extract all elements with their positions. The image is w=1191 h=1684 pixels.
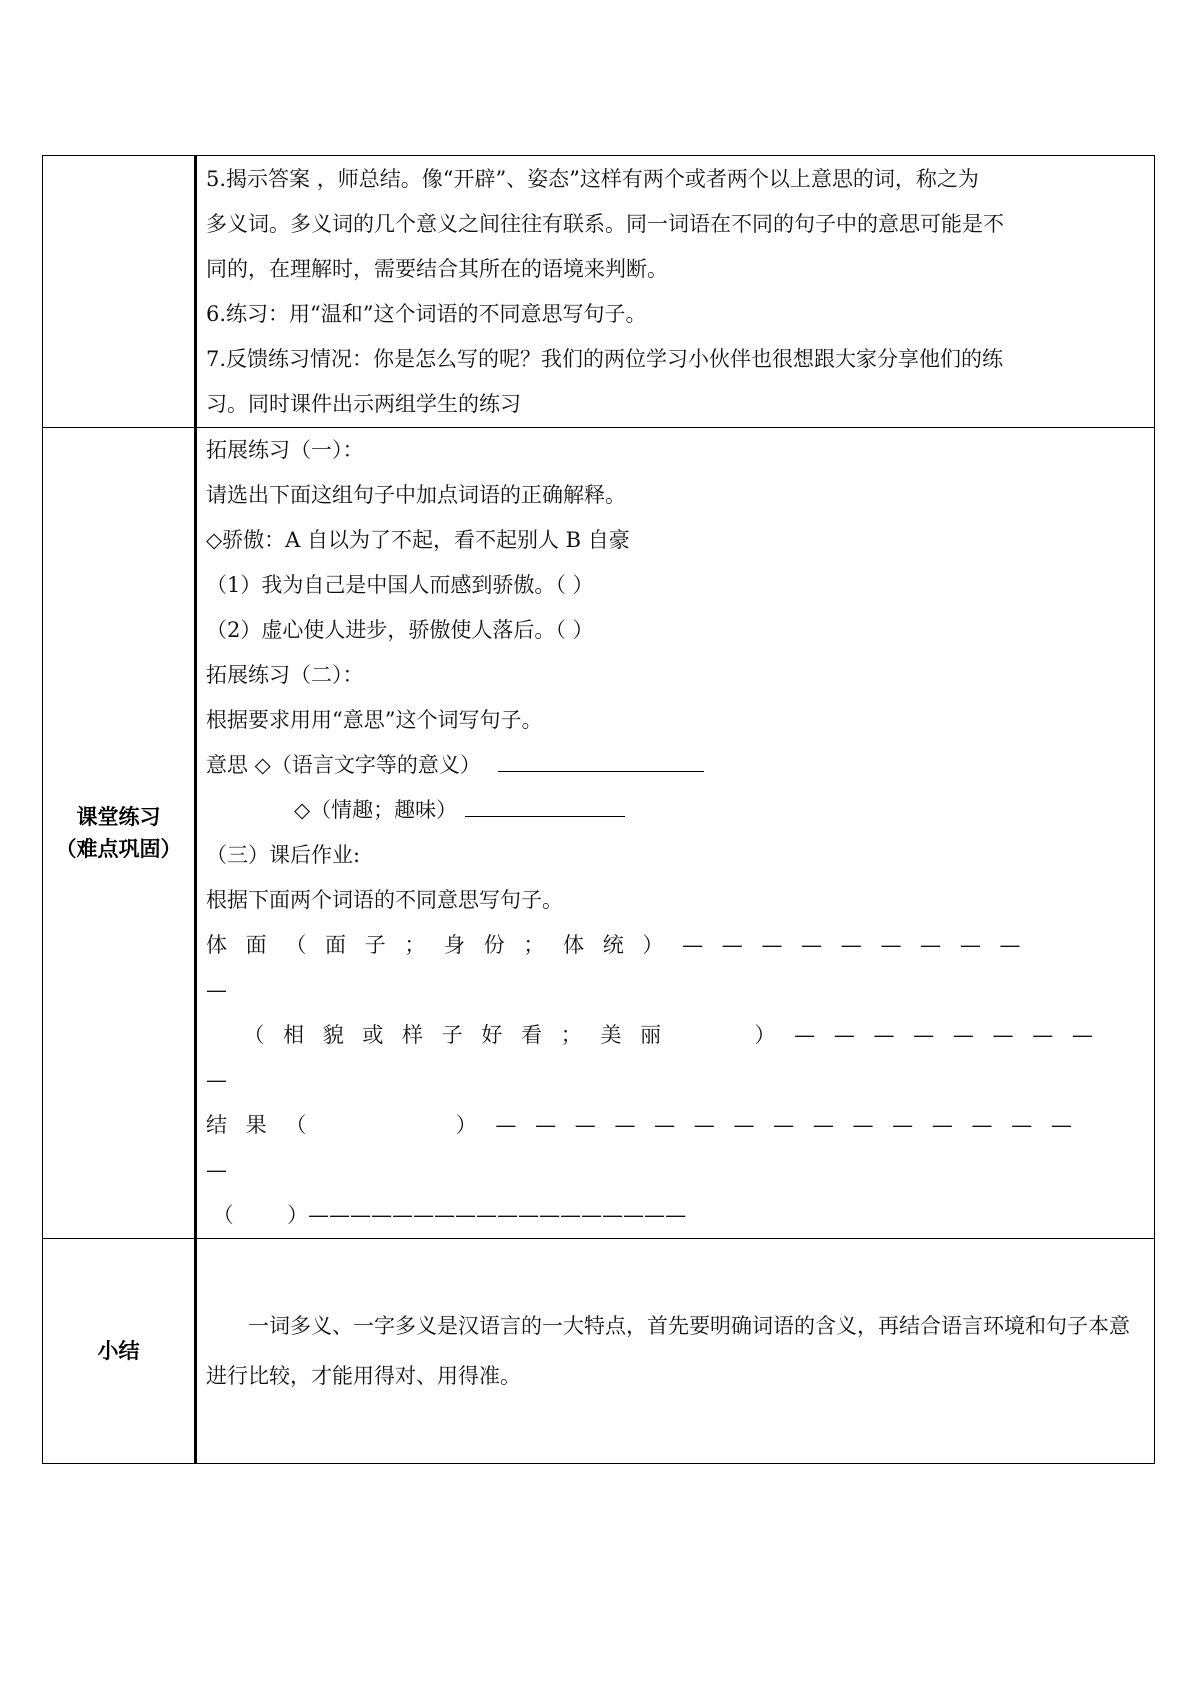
content-cell <box>196 156 1155 428</box>
homework-line: 体 面 （ 面 子 ； 身 份 ； 体 统 ） — — — — — — — — — <box>206 933 1021 957</box>
homework-title: （三）课后作业: <box>206 843 361 867</box>
text-line: 5.揭示答案 ，师总结。像“开辟”、姿态”这样有两个或者两个以上意思的词，称之为 <box>206 167 979 191</box>
answer-blank[interactable] <box>465 790 625 817</box>
text-line: 习。同时课件出示两组学生的练习 <box>206 392 521 416</box>
homework-line: — <box>206 978 227 1002</box>
practice-content-cell <box>196 428 1155 1239</box>
summary-text: 一词多义、一字多义是汉语言的一大特点，首先要明确词语的含义，再结合语言环境和句子本意进行比较，才能用得对、用得准。 <box>206 1314 1130 1388</box>
table-row <box>43 1239 1155 1464</box>
summary-label-cell <box>43 1239 196 1464</box>
exercise-title: 拓展练习（一）： <box>206 438 364 462</box>
exercise-prompt: 根据要求用用“意思”这个词写句子。 <box>206 708 543 732</box>
meaning-item <box>206 788 1144 833</box>
homework-line: （ ）—————————————————— <box>206 1203 687 1227</box>
exercise-prompt: 请选出下面这组句子中加点词语的正确解释。 <box>206 483 626 507</box>
text-line: 6.练习：用“温和”这个词语的不同意思写句子。 <box>206 302 647 326</box>
homework-line: （ 相 貌 或 样 子 好 看 ； 美 丽 ） — — — — — — — — <box>206 1023 1093 1047</box>
meaning-label: ◇（情趣；趣味） <box>294 798 458 822</box>
homework-line: — <box>206 1068 227 1092</box>
homework-line: 结 果 （ ） — — — — — — — — — — — — — — — <box>206 1113 1072 1137</box>
section-label: 课堂练习 <box>76 805 161 829</box>
practice-label-cell <box>43 428 196 1239</box>
table-row <box>43 156 1155 428</box>
section-sublabel: （难点巩固） <box>55 837 182 861</box>
section-label: 小结 <box>97 1339 140 1363</box>
table-row <box>43 428 1155 1239</box>
text-line: 同的，在理解时，需要结合其所在的语境来判断。 <box>206 257 668 281</box>
text-line: 多义词。多义词的几个意义之间往往有联系。同一词语在不同的句子中的意思可能是不 <box>206 212 1004 236</box>
exercise-question: （2）虚心使人进步，骄傲使人落后。（ ） <box>206 618 594 642</box>
meaning-item <box>206 743 1144 788</box>
exercise-question: （1）我为自己是中国人而感到骄傲。（ ） <box>206 573 594 597</box>
exercise-options: ◇骄傲：A 自以为了不起，看不起别人 B 自豪 <box>206 528 630 552</box>
lesson-table <box>42 155 1155 1464</box>
homework-line: — <box>206 1158 227 1182</box>
exercise-title: 拓展练习（二）： <box>206 663 364 687</box>
answer-blank[interactable] <box>498 745 704 772</box>
meaning-label: 意思 ◇（语言文字等的意义） <box>206 753 488 777</box>
empty-label-cell <box>43 156 196 428</box>
summary-content-cell <box>196 1239 1155 1464</box>
text-line: 7.反馈练习情况：你是怎么写的呢？我们的两位学习小伙伴也很想跟大家分享他们的练 <box>206 347 1004 371</box>
homework-prompt: 根据下面两个词语的不同意思写句子。 <box>206 888 563 912</box>
